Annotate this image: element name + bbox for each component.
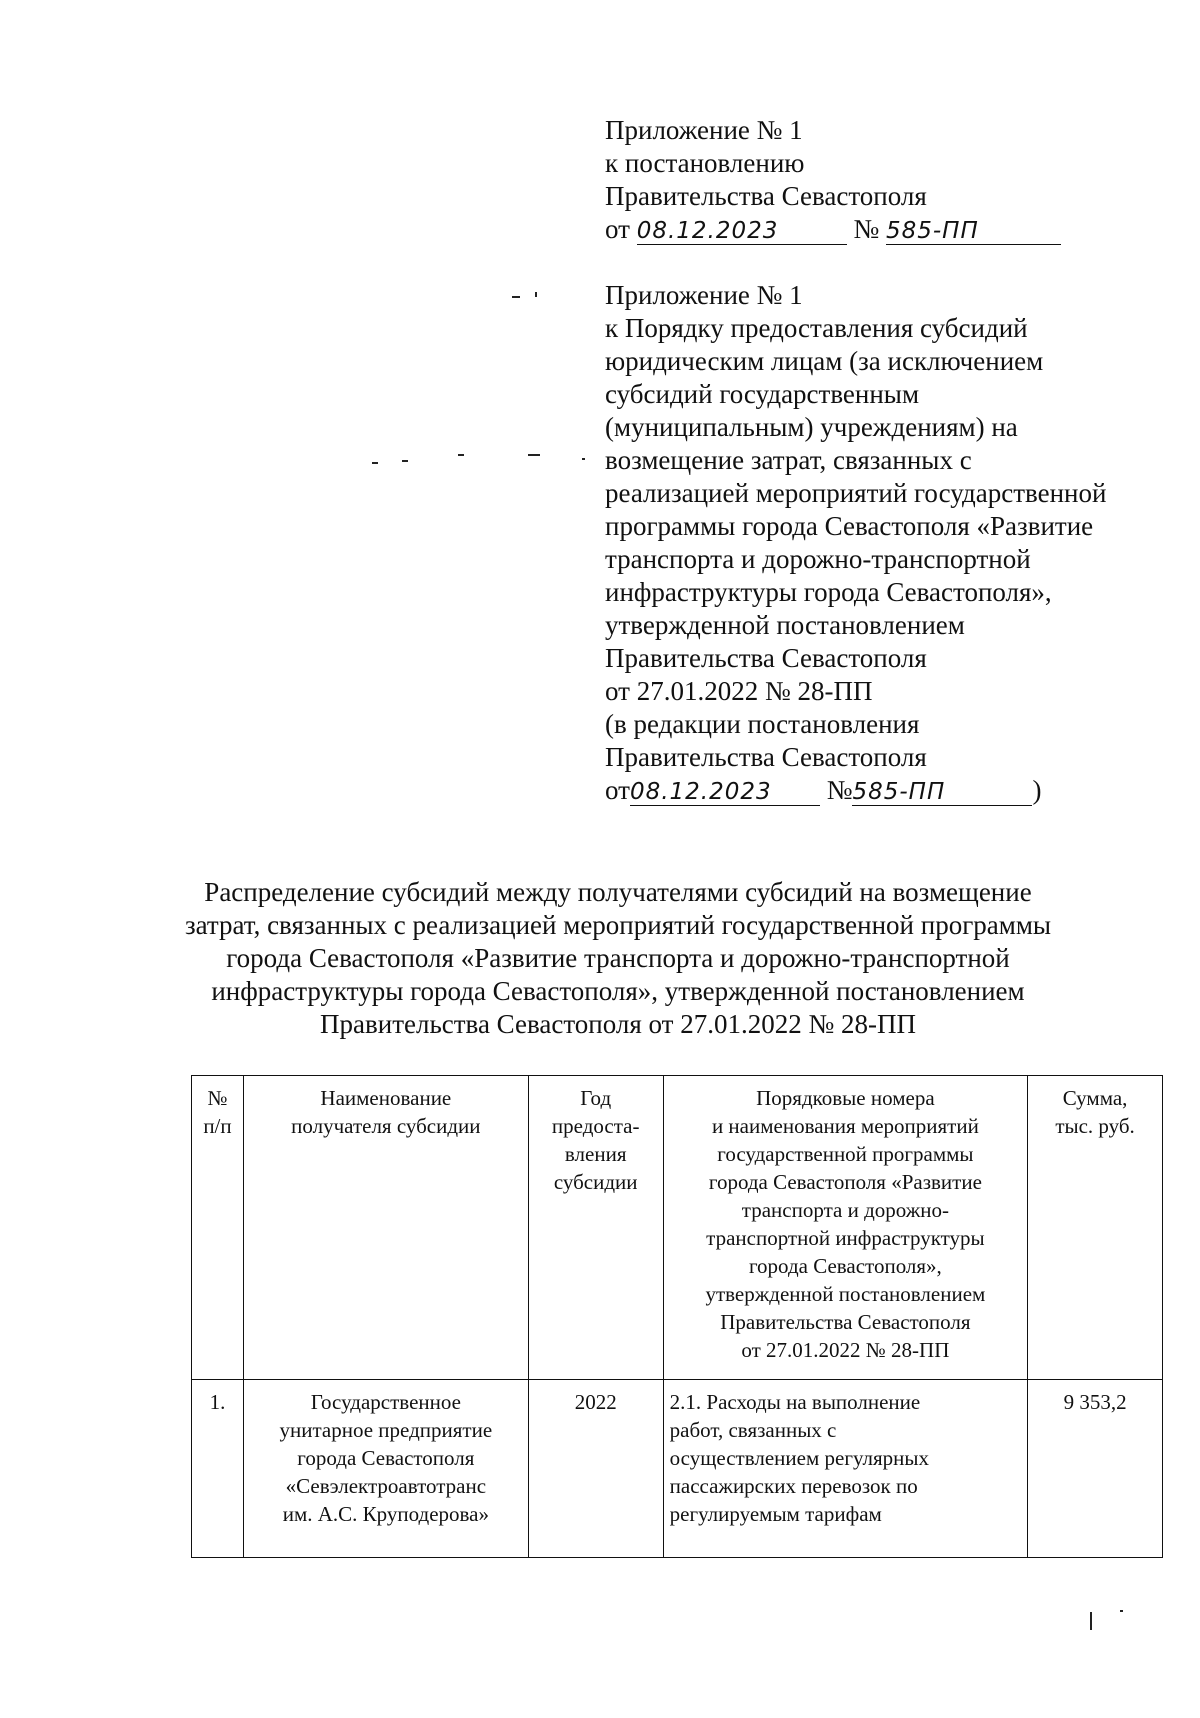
scan-artifact <box>402 460 408 462</box>
cell-text: осуществлением регулярных <box>669 1446 930 1470</box>
number-prefix: № <box>826 775 853 805</box>
header-text: Наименование <box>320 1086 452 1110</box>
scan-artifact <box>528 454 540 456</box>
cell-text: 2.1. Расходы на выполнение <box>669 1390 921 1414</box>
closing-paren: ) <box>1032 775 1042 805</box>
appendix-2-line: Правительства Севастополя <box>605 742 927 772</box>
scan-artifact <box>582 458 585 460</box>
appendix-1-line: Приложение № 1 <box>605 115 803 145</box>
subsidy-table <box>191 1075 1163 1558</box>
title-line: затрат, связанных с реализацией мероприятий государственной программы <box>184 910 1052 940</box>
appendix-1-line: к постановлению <box>605 148 805 178</box>
header-text: транспортной инфраструктуры <box>706 1226 985 1250</box>
appendix-2-line: утвержденной постановлением <box>605 610 965 640</box>
appendix-2-date-line <box>605 774 1165 807</box>
cell-text: пассажирских перевозок по <box>669 1474 918 1498</box>
cell-text: регулируемым тарифам <box>669 1502 882 1526</box>
header-amount <box>1028 1076 1163 1380</box>
appendix-2-line: от 27.01.2022 № 28-ПП <box>605 676 873 706</box>
header-text: п/п <box>203 1114 232 1138</box>
appendix-2-line: субсидий государственным <box>605 379 920 409</box>
header-text: тыс. руб. <box>1055 1114 1135 1138</box>
appendix-1-block <box>605 114 1165 246</box>
title-line: Распределение субсидий между получателями субсидий на возмещение <box>204 877 1032 907</box>
cell-text: им. А.С. Круподерова» <box>282 1502 489 1526</box>
header-text: Порядковые номера <box>756 1086 935 1110</box>
header-year <box>528 1076 663 1380</box>
appendix-2-block <box>605 279 1165 807</box>
scan-artifact <box>1120 1610 1123 1612</box>
header-text: Сумма, <box>1062 1086 1128 1110</box>
cell-text: унитарное предприятие <box>279 1418 493 1442</box>
appendix-2-line: реализацией мероприятий государственной <box>605 478 1107 508</box>
cell-year: 2022 <box>528 1380 663 1558</box>
handwritten-number: 585-ПП <box>852 779 1032 806</box>
header-text: города Севастополя «Развитие <box>708 1170 982 1194</box>
cell-text: города Севастополя <box>297 1446 475 1470</box>
table-header-row <box>192 1076 1163 1380</box>
scan-artifact <box>458 454 464 456</box>
header-text: Правительства Севастополя <box>720 1310 971 1334</box>
header-text: получателя субсидии <box>291 1114 481 1138</box>
header-text: государственной программы <box>717 1142 974 1166</box>
cell-amount: 9 353,2 <box>1028 1380 1163 1558</box>
appendix-1-date-line <box>605 213 1165 246</box>
header-text: № <box>207 1086 228 1110</box>
appendix-2-line: Приложение № 1 <box>605 280 803 310</box>
document-title <box>150 876 1086 1041</box>
header-text: субсидии <box>553 1170 638 1194</box>
cell-num: 1. <box>192 1380 244 1558</box>
appendix-2-line: (муниципальным) учреждениям) на <box>605 412 1018 442</box>
appendix-2-line: (в редакции постановления <box>605 709 920 739</box>
number-prefix: № <box>853 214 880 244</box>
title-line: инфраструктуры города Севастополя», утвержденной постановлением <box>211 976 1025 1006</box>
header-num <box>192 1076 244 1380</box>
header-text: утвержденной постановлением <box>705 1282 986 1306</box>
header-events <box>663 1076 1027 1380</box>
appendix-2-line: возмещение затрат, связанных с <box>605 445 972 475</box>
header-text: предоста- <box>551 1114 640 1138</box>
handwritten-date: 08.12.2023 <box>630 779 820 806</box>
header-text: вления <box>564 1142 627 1166</box>
header-text: города Севастополя», <box>748 1254 942 1278</box>
header-text: Год <box>580 1086 612 1110</box>
appendix-2-line: Правительства Севастополя <box>605 643 927 673</box>
scan-artifact <box>512 296 520 298</box>
date-prefix: от <box>605 214 630 244</box>
header-text: от 27.01.2022 № 28-ПП <box>741 1338 950 1362</box>
scan-artifact <box>372 462 378 464</box>
appendix-2-line: транспорта и дорожно-транспортной <box>605 544 1031 574</box>
appendix-2-line: юридическим лицам (за исключением <box>605 346 1044 376</box>
handwritten-date: 08.12.2023 <box>637 218 847 245</box>
date-prefix: от <box>605 775 630 805</box>
appendix-1-line: Правительства Севастополя <box>605 181 927 211</box>
appendix-2-line: программы города Севастополя «Развитие <box>605 511 1094 541</box>
cell-event <box>663 1380 1027 1558</box>
title-line: Правительства Севастополя от 27.01.2022 № 28-ПП <box>320 1009 916 1039</box>
title-line: города Севастополя «Развитие транспорта и дорожно-транспортной <box>226 943 1010 973</box>
scan-artifact <box>535 292 537 297</box>
table-row <box>192 1380 1163 1558</box>
header-recipient <box>243 1076 528 1380</box>
handwritten-number: 585-ПП <box>886 218 1061 245</box>
scan-artifact <box>1090 1612 1092 1630</box>
cell-recipient <box>243 1380 528 1558</box>
cell-text: «Севэлектроавтотранс <box>285 1474 487 1498</box>
header-text: транспорта и дорожно- <box>741 1198 949 1222</box>
header-text: и наименования мероприятий <box>711 1114 979 1138</box>
appendix-2-line: к Порядку предоставления субсидий <box>605 313 1028 343</box>
cell-text: Государственное <box>310 1390 461 1414</box>
appendix-2-line: инфраструктуры города Севастополя», <box>605 577 1052 607</box>
cell-text: работ, связанных с <box>669 1418 837 1442</box>
